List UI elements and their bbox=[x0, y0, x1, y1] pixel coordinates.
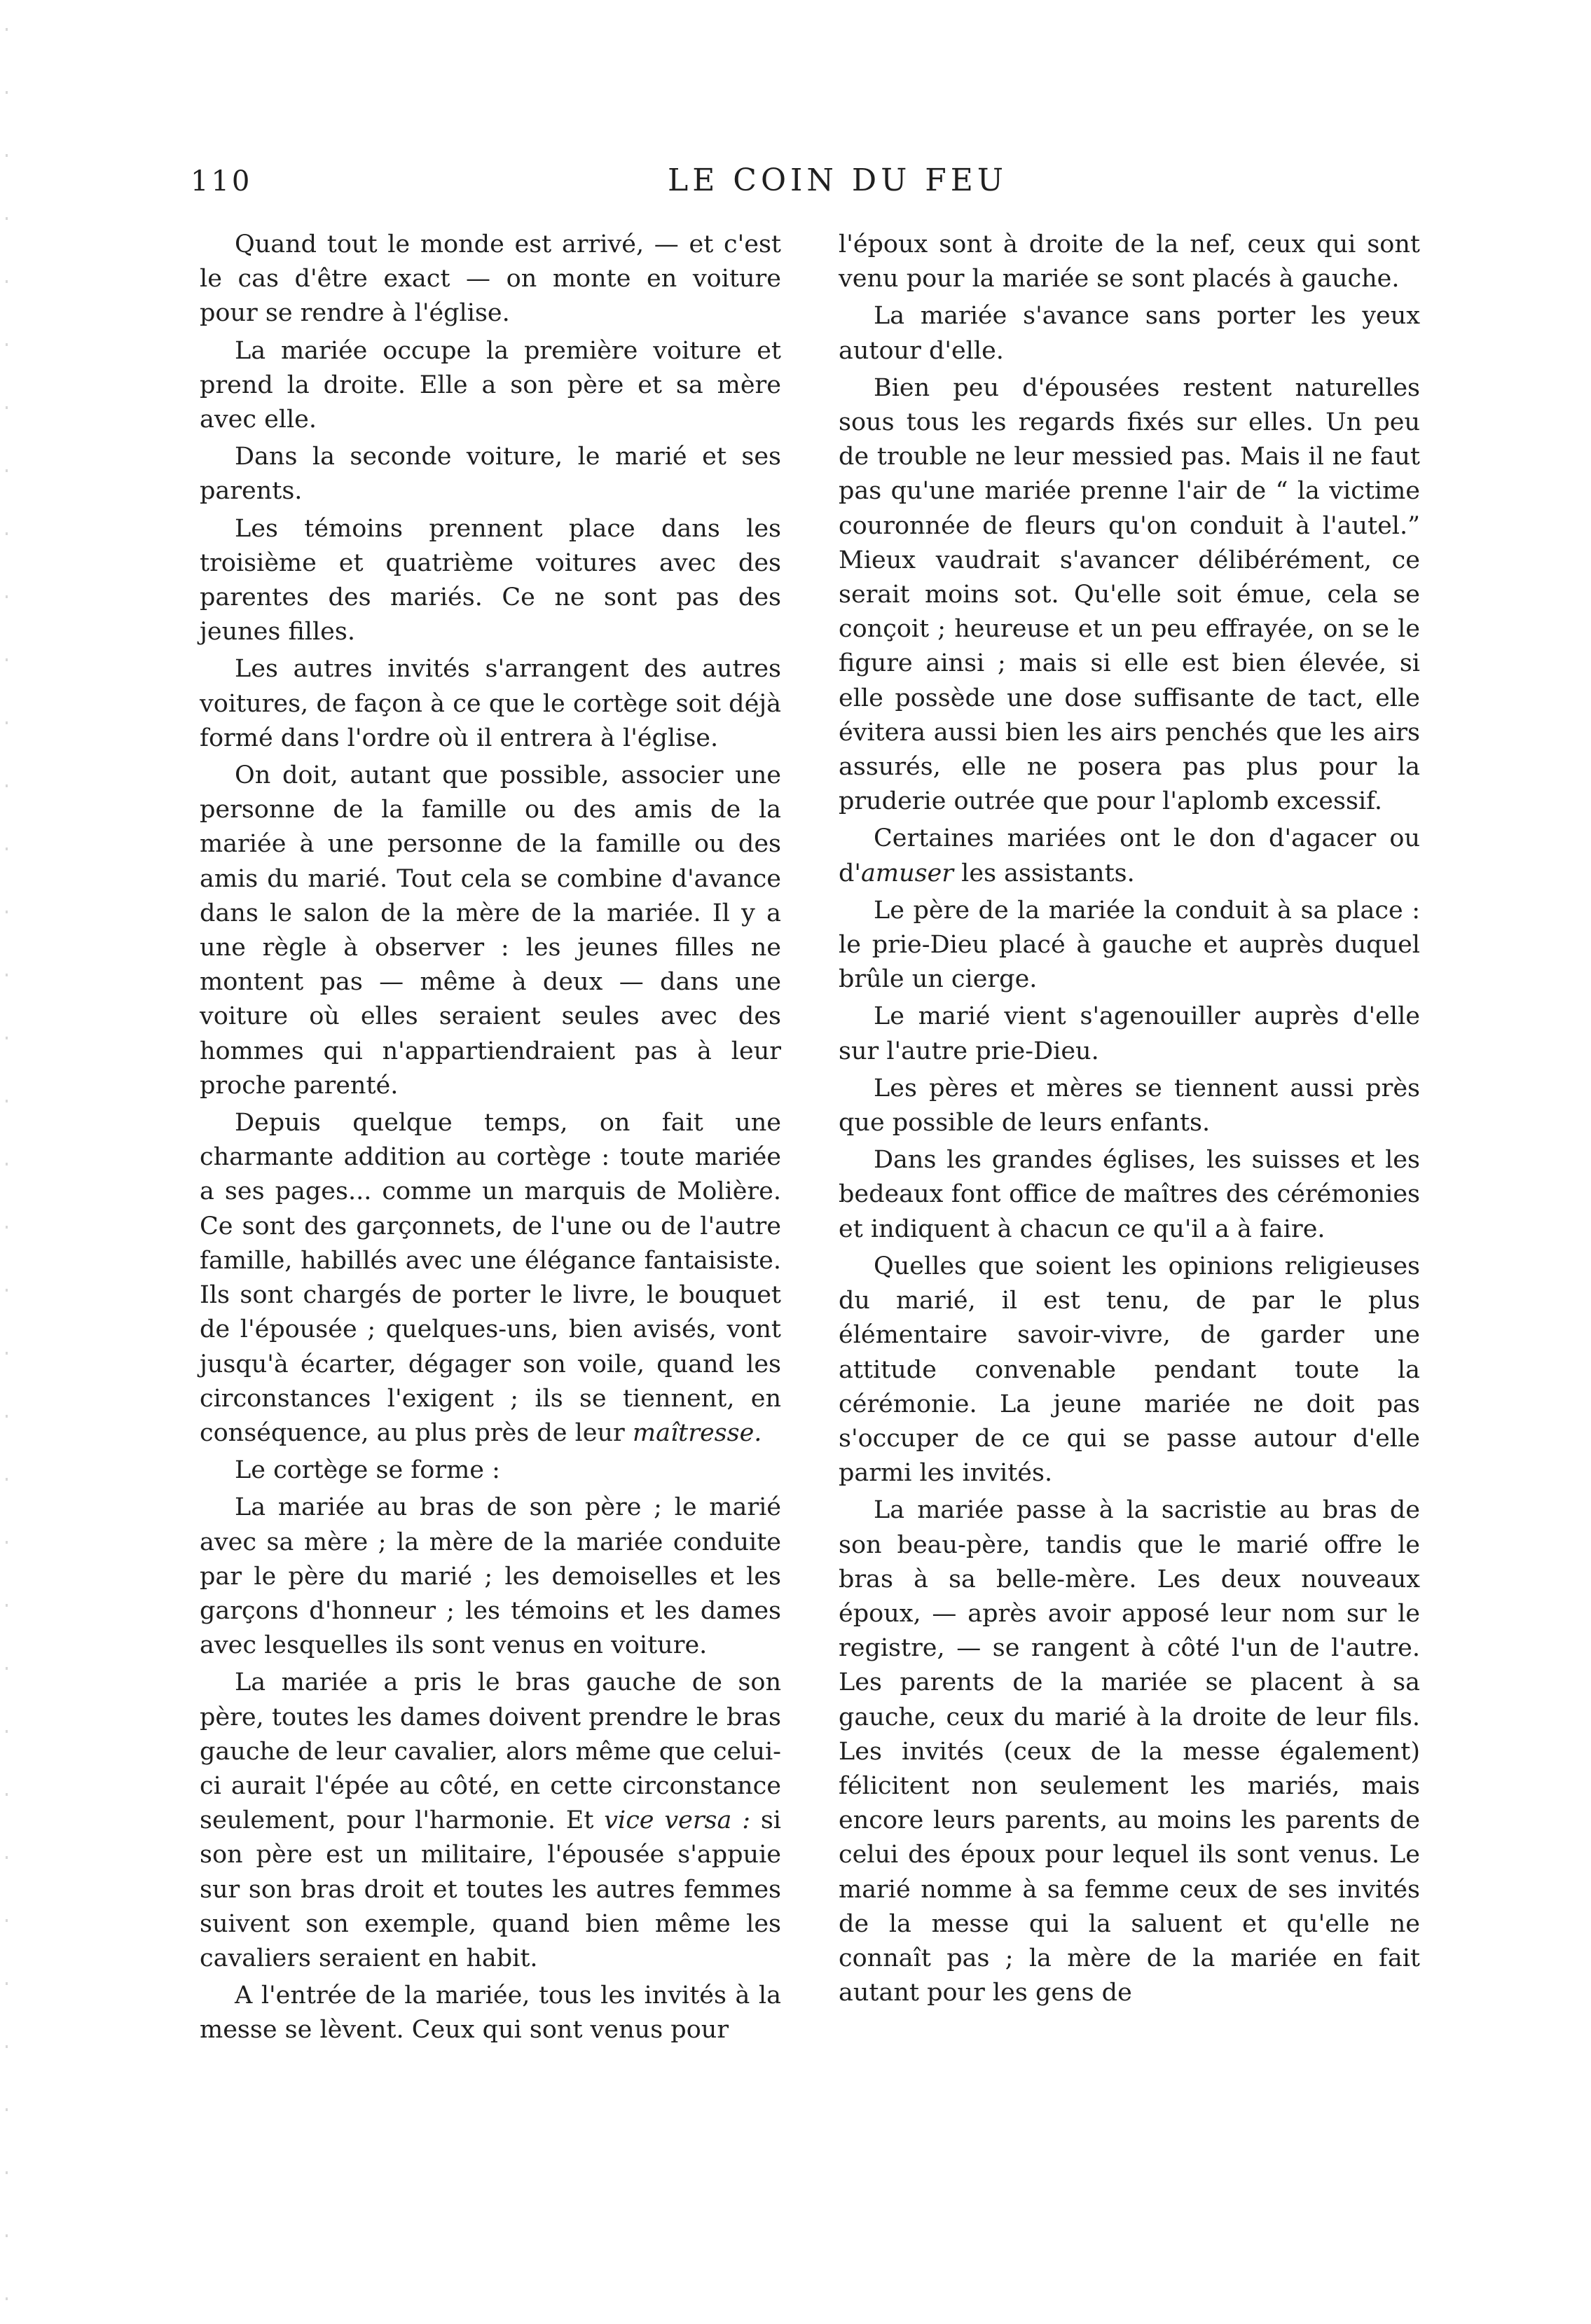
paragraph: Les témoins prennent place dans les troisième et quatrième voitures avec des parentes des mariés. Ce ne sont pas des jeunes filles. bbox=[200, 514, 781, 646]
paragraph: Quand tout le monde est arrivé, — et c'est le cas d'être exact — on monte en voiture pour se rendre à l'église. bbox=[200, 230, 781, 328]
paragraph: La mariée au bras de son père ; le marié avec sa mère ; la mère de la mariée conduite par le père du marié ; les demoiselles et les garçons d'honneur ; les témoins et les dames avec lesquelles ils sont venus en voiture. bbox=[200, 1493, 781, 1660]
page-number: 110 bbox=[191, 165, 253, 198]
text-run: La mariée a pris le bras gauche de son père, toutes les dames doivent prendre le bras gauche de leur cavalier, alors même que celui-ci aurait l'épée au côté, en cette circonstance seulement, pour l'harmonie. Et bbox=[200, 1668, 781, 1835]
paragraph: Les autres invités s'arrangent des autres voitures, de façon à ce que le cortège soit déjà formé dans l'ordre où il entrera à l'église. bbox=[200, 655, 781, 752]
left-column bbox=[200, 228, 781, 2051]
text-run: les assistants. bbox=[953, 859, 1135, 887]
paragraph: La mariée occupe la première voiture et prend la droite. Elle a son père et sa mère avec elle. bbox=[200, 336, 781, 434]
paragraph: On doit, autant que possible, associer une personne de la famille ou des amis de la mariée à une personne de la famille ou des amis du marié. Tout cela se combine d'avance dans le salon de la mère de la mariée. Il y a une règle à observer : les jeunes filles ne montent pas — même à deux — dans une voiture où elles seraient seules avec des hommes qui n'appartiendraient pas à leur proche parenté. bbox=[200, 761, 781, 1100]
paragraph bbox=[200, 1666, 781, 1976]
paragraph: Les pères et mères se tiennent aussi près que possible de leurs enfants. bbox=[839, 1074, 1420, 1137]
text-run: Certaines mariées ont le don d'agacer ou d' bbox=[839, 824, 1420, 887]
paragraph: Dans les grandes églises, les suisses et les bedeaux font office de maîtres des cérémonies et indiquent à chacun ce qu'il a à faire. bbox=[839, 1146, 1420, 1243]
running-title: LE COIN DU FEU bbox=[667, 162, 1007, 198]
italic-text: vice versa : bbox=[604, 1806, 751, 1835]
italic-text: maîtresse. bbox=[632, 1418, 762, 1447]
paragraph: Bien peu d'épousées restent naturelles sous tous les regards fixés sur elles. Un peu de trouble ne leur messied pas. Mais il ne faut pas qu'une mariée prenne l'air de “ la victime couronnée de fleurs qu'on conduit à l'autel.” Mieux vaudrait s'avancer délibérément, ce serait moins sot. Qu'elle soit émue, cela se conçoit ; heureuse et un peu effrayée, on se le figure ainsi ; mais si elle est bien élevée, si elle possède une dose suffisante de tact, elle évitera aussi bien les airs penchés que les airs assurés, elle ne posera pas plus pour la pruderie outrée que pour l'aplomb excessif. bbox=[839, 373, 1420, 816]
paragraph: Quelles que soient les opinions religieuses du marié, il est tenu, de par le plus élémentaire savoir-vivre, de garder une attitude convenable pendant toute la cérémonie. La jeune mariée ne doit pas s'occuper de ce qui se passe autour d'elle parmi les invités. bbox=[839, 1252, 1420, 1488]
text-run: Depuis quelque temps, on fait une charmante addition au cortège : toute mariée a ses pages... comme un marquis de Molière. Ce sont des garçonnets, de l'une ou de l'autre famille, habillés avec une élégance fantaisiste. Ils sont chargés de porter le livre, le bouquet de l'épousée ; quelques-uns, bien avisés, vont jusqu'à écarter, dégager son voile, quand les circonstances l'exigent ; ils se tiennent, en conséquence, au plus près de leur bbox=[200, 1109, 781, 1447]
scan-edge-artifact bbox=[6, 0, 8, 2324]
paragraph bbox=[839, 822, 1420, 890]
italic-text: amuser bbox=[861, 859, 954, 887]
paragraph bbox=[200, 1106, 781, 1451]
paragraph: A l'entrée de la mariée, tous les invités à la messe se lèvent. Ceux qui sont venus pour bbox=[200, 1981, 781, 2045]
right-column bbox=[839, 228, 1420, 2013]
paragraph: La mariée passe à la sacristie au bras de son beau-père, tandis que le marié offre le bras à sa belle-mère. Les deux nouveaux époux, — après avoir apposé leur nom sur le registre, — se rangent à côté l'un de l'autre. Les parents de la mariée se placent à sa gauche, ceux du marié à la droite de leur fils. Les invités (ceux de la messe également) félicitent non seulement les mariés, mais encore leurs parents, au moins les parents de celui des époux pour lequel ils sont venus. Le marié nomme à sa femme ceux de ses invités de la messe qui la saluent et qu'elle ne connaît pas ; la mère de la mariée en fait autant pour les gens de bbox=[839, 1496, 1420, 2007]
text-run: si son père est un militaire, l'épousée s'appuie sur son bras droit et toutes les autres femmes suivent son exemple, quand bien même les cavaliers seraient en habit. bbox=[200, 1806, 781, 1972]
paragraph: Le père de la mariée la conduit à sa place : le prie-Dieu placé à gauche et auprès duquel brûle un cierge. bbox=[839, 896, 1420, 994]
paragraph: Le cortège se forme : bbox=[235, 1456, 500, 1485]
paragraph: La mariée s'avance sans porter les yeux autour d'elle. bbox=[839, 302, 1420, 365]
paragraph: Le marié vient s'agenouiller auprès d'elle sur l'autre prie-Dieu. bbox=[839, 1002, 1420, 1065]
paragraph: l'époux sont à droite de la nef, ceux qui sont venu pour la mariée se sont placés à gauche. bbox=[839, 230, 1420, 293]
paragraph: Dans la seconde voiture, le marié et ses parents. bbox=[200, 443, 781, 506]
